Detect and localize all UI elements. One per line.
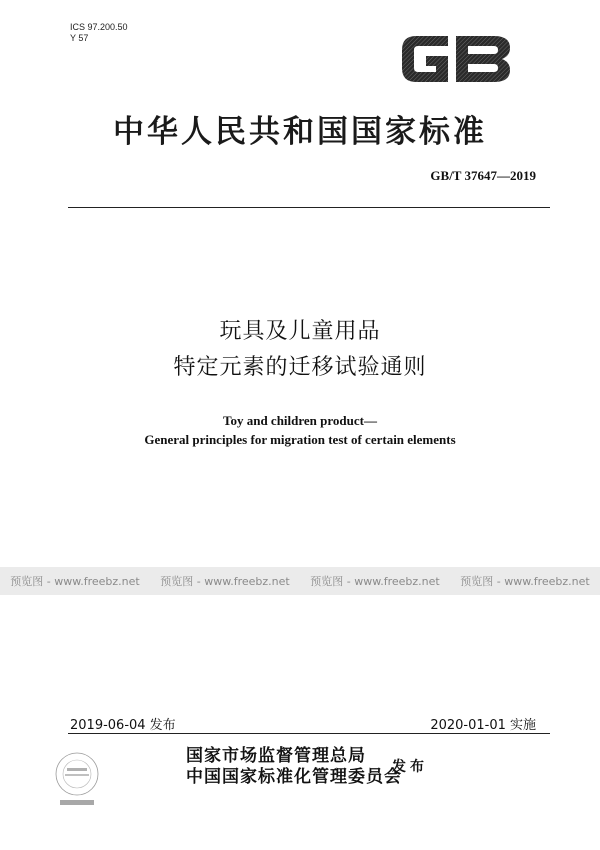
publish-date: 2019-06-04 发布 bbox=[70, 718, 176, 733]
watermark-text: 预览图 - www.freebz.net bbox=[160, 575, 290, 588]
watermark-text: 预览图 - www.freebz.net bbox=[310, 575, 440, 588]
chinese-title-line-2: 特定元素的迁移试验通则 bbox=[173, 355, 427, 380]
issuer-sac: 中国国家标准化管理委员会 bbox=[186, 767, 402, 787]
watermark-band bbox=[0, 567, 600, 595]
watermark-text: 预览图 - www.freebz.net bbox=[10, 575, 140, 588]
implement-date: 2020-01-01 实施 bbox=[430, 718, 536, 733]
standard-number: GB/T 37647—2019 bbox=[430, 168, 536, 183]
issuer-samr: 国家市场监督管理总局 bbox=[186, 746, 366, 766]
classification-codes bbox=[70, 22, 128, 44]
ics-code: ICS 97.200.50 bbox=[70, 22, 128, 32]
standard-category-title: 中华人民共和国国家标准 bbox=[113, 114, 487, 150]
gb-logo-icon bbox=[396, 30, 516, 88]
issuing-authorities bbox=[186, 746, 402, 788]
chinese-title-line-1: 玩具及儿童用品 bbox=[219, 319, 381, 344]
anti-counterfeit-seal-icon bbox=[52, 748, 102, 808]
english-title-line-2: General principles for migration test of certain elements bbox=[144, 432, 456, 447]
issue-word: 发布 bbox=[392, 759, 428, 775]
english-title-line-1: Toy and children product— bbox=[222, 413, 377, 428]
watermark-text: 预览图 - www.freebz.net bbox=[460, 575, 590, 588]
ccs-code: Y 57 bbox=[70, 33, 89, 43]
footer-divider bbox=[68, 733, 550, 734]
header-divider bbox=[68, 207, 550, 208]
